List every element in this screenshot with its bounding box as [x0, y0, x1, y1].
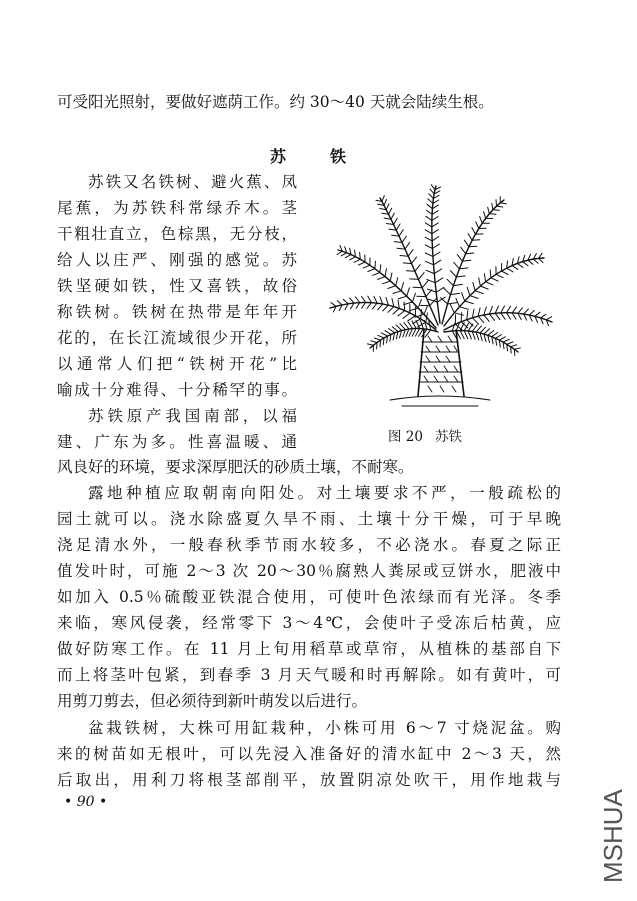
cycad-illustration	[318, 180, 558, 415]
body-line: 干粗壮直立，色棕黑，无分枝，	[57, 225, 297, 243]
heading-char-2: 铁	[329, 147, 346, 166]
body-line: 苏铁原产我国南部，以福	[88, 407, 297, 425]
heading-char-1: 苏	[270, 147, 287, 166]
body-line: 称铁树。铁树在热带是年年开	[57, 303, 297, 321]
body-line: 花的，在长江流域很少开花，所	[57, 329, 297, 347]
body-line: 后取出，用利刀将根茎部削平，放置阴凉处吹干，用作地栽与	[57, 771, 561, 789]
body-line: 建、广东为多。性喜温暖、通	[57, 433, 297, 451]
body-line: 风良好的环境，要求深厚肥沃的砂质土壤，不耐寒。	[57, 458, 414, 476]
body-line: 露地种植应取朝南向阳处。对土壤要求不严，一般疏松的	[88, 484, 561, 502]
body-line: 如加入 0.5％硫酸亚铁混合使用，可使叶色浓绿而有光泽。冬季	[57, 588, 561, 606]
body-line: 做好防寒工作。在 11 月上旬用稻草或草帘，从植株的基部自下	[57, 640, 561, 658]
body-line: 来临，寒风侵袭，经常零下 3～4℃，会使叶子受冻后枯黄，应	[57, 614, 561, 632]
page-number: • 90 •	[64, 794, 108, 810]
watermark	[596, 785, 628, 885]
body-line: 喻成十分难得、十分稀罕的事。	[57, 381, 297, 399]
frond-leaflets	[331, 185, 552, 356]
body-line: 而上将茎叶包紧，到春季 3 月天气暖和时再解除。如有黄叶，可	[57, 666, 561, 684]
body-line: 苏铁又名铁树、避火蕉、凤	[88, 173, 297, 191]
body-line: 来的树苗如无根叶，可以先浸入准备好的清水缸中 2～3 天，然	[57, 745, 561, 763]
intro-line: 可受阳光照射，要做好遮荫工作。约 30～40 天就会陆续生根。	[57, 93, 494, 111]
body-line: 以通常人们把“铁树开花”比	[57, 355, 297, 373]
body-line: 盆栽铁树，大株可用缸栽种，小株可用 6～7 寸烧泥盆。购	[88, 719, 561, 737]
body-line: 浇足清水外，一般春秋季节雨水较多，不必浇水。春夏之际正	[57, 536, 561, 554]
watermark-text: MSHUA	[598, 789, 628, 883]
section-heading	[270, 147, 346, 167]
body-line: 铁坚硬如铁，性又喜铁，故俗	[57, 277, 297, 295]
body-line: 用剪刀剪去，但必须待到新叶萌发以后进行。	[57, 692, 368, 710]
figure-number: 图 20	[388, 429, 423, 445]
body-line: 尾蕉，为苏铁科常绿乔木。茎	[57, 199, 297, 217]
body-line: 值发叶时，可施 2～3 次 20～30％腐熟人粪尿或豆饼水，肥液中	[57, 562, 561, 580]
figure-title: 苏铁	[434, 429, 462, 445]
body-line: 给人以庄严、刚强的感觉。苏	[57, 251, 297, 269]
figure-caption	[388, 428, 462, 446]
body-line: 园土就可以。浇水除盛夏久旱不雨、土壤十分干燥，可于早晚	[57, 510, 561, 528]
